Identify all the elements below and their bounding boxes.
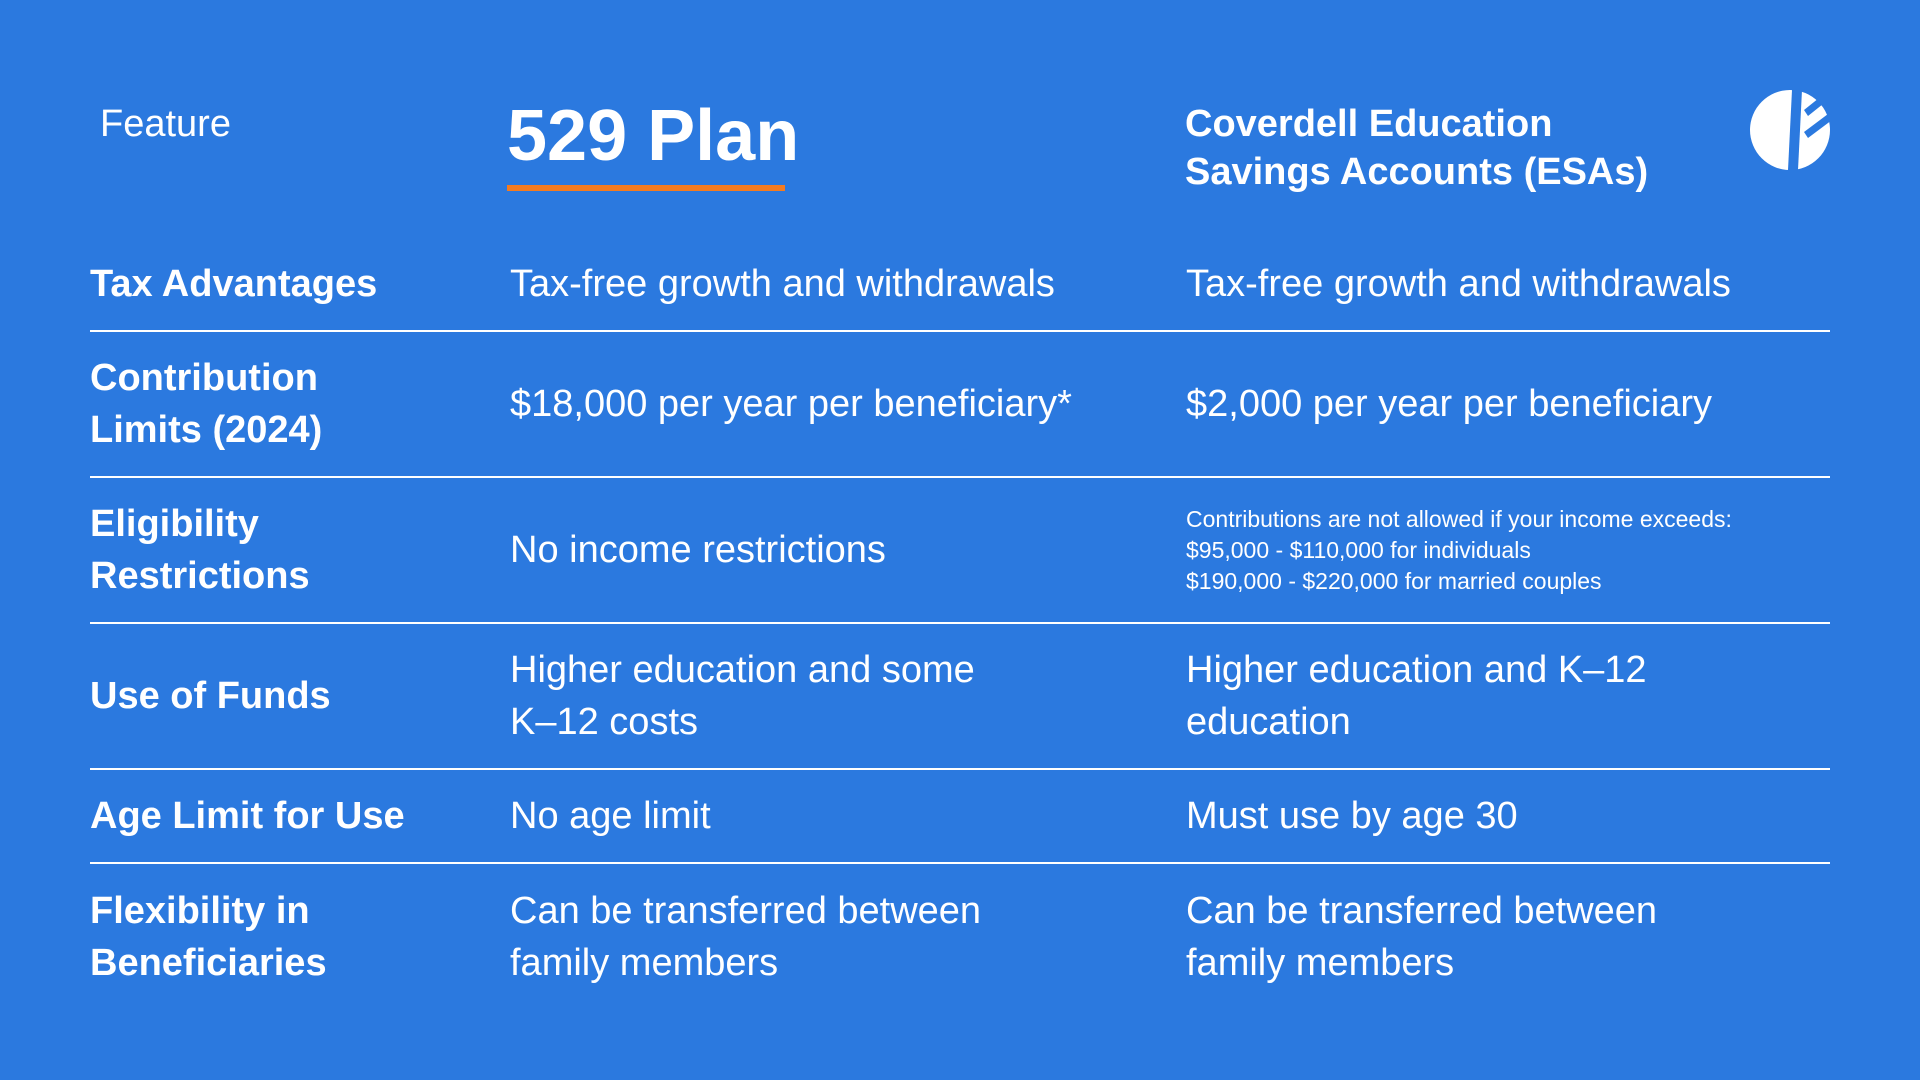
coverdell-cell [1186, 885, 1830, 989]
coverdell-text-line-2: $95,000 - $110,000 for individuals [1186, 536, 1531, 563]
feature-text-line-2: Restrictions [90, 555, 310, 597]
plan-529-text: No age limit [510, 795, 711, 837]
plan-529-text-line-1: Can be transferred between [510, 890, 982, 932]
feature-cell [90, 352, 510, 456]
comparison-table [90, 236, 1830, 1010]
coverdell-text-line-1: Contributions are not allowed if your income exceeds: [1186, 505, 1732, 532]
coverdell-cell [1186, 644, 1830, 748]
table-row-age-limit [90, 770, 1830, 864]
feature-text-line-1: Contribution [90, 357, 318, 399]
coverdell-cell [1186, 378, 1830, 430]
feature-text-line-1: Eligibility [90, 503, 259, 545]
feature-cell [90, 790, 510, 842]
coverdell-text-line-1: Higher education and K–12 [1186, 649, 1647, 691]
coverdell-text: $2,000 per year per beneficiary [1186, 383, 1712, 425]
coverdell-text-line-1: Can be transferred between [1186, 890, 1658, 932]
coverdell-cell [1186, 790, 1830, 842]
plan-529-header-underline [507, 185, 785, 191]
coverdell-cell [1186, 504, 1830, 597]
plan-529-text: Tax-free growth and withdrawals [510, 263, 1055, 305]
coverdell-text: Tax-free growth and withdrawals [1186, 263, 1731, 305]
coverdell-header-line-2: Savings Accounts (ESAs) [1185, 151, 1649, 193]
feature-cell [90, 670, 510, 722]
plan-529-column-header: 529 Plan [507, 96, 800, 176]
plan-529-text-line-2: K–12 costs [510, 701, 698, 743]
table-row-eligibility-restrictions [90, 478, 1830, 624]
coverdell-cell [1186, 258, 1830, 310]
feature-text-line-2: Beneficiaries [90, 942, 327, 984]
table-row-tax-advantages [90, 236, 1830, 332]
coverdell-header-line-1: Coverdell Education [1185, 103, 1553, 145]
feature-text-line-2: Limits (2024) [90, 409, 323, 451]
table-row-contribution-limits [90, 332, 1830, 478]
brand-pie-logo-icon [1748, 88, 1832, 172]
coverdell-text-line-3: $190,000 - $220,000 for married couples [1186, 567, 1602, 594]
plan-529-cell [510, 644, 1186, 748]
plan-529-cell [510, 258, 1186, 310]
table-row-use-of-funds [90, 624, 1830, 770]
plan-529-text: No income restrictions [510, 529, 886, 571]
plan-529-cell [510, 790, 1186, 842]
coverdell-text-line-2: education [1186, 701, 1351, 743]
feature-text-line-1: Flexibility in [90, 890, 310, 932]
feature-text: Age Limit for Use [90, 795, 405, 837]
plan-529-text-line-1: Higher education and some [510, 649, 975, 691]
plan-529-text: $18,000 per year per beneficiary* [510, 383, 1072, 425]
feature-cell [90, 498, 510, 602]
plan-529-cell [510, 524, 1186, 576]
feature-text: Use of Funds [90, 675, 331, 717]
table-row-flexibility [90, 864, 1830, 1010]
plan-529-cell [510, 885, 1186, 989]
feature-cell [90, 258, 510, 310]
feature-cell [90, 885, 510, 989]
plan-529-cell [510, 378, 1186, 430]
plan-529-text-line-2: family members [510, 942, 779, 984]
coverdell-text-line-2: family members [1186, 942, 1455, 984]
feature-text: Tax Advantages [90, 263, 378, 305]
coverdell-text: Must use by age 30 [1186, 795, 1518, 837]
coverdell-column-header [1185, 100, 1705, 196]
feature-column-header: Feature [100, 103, 231, 145]
